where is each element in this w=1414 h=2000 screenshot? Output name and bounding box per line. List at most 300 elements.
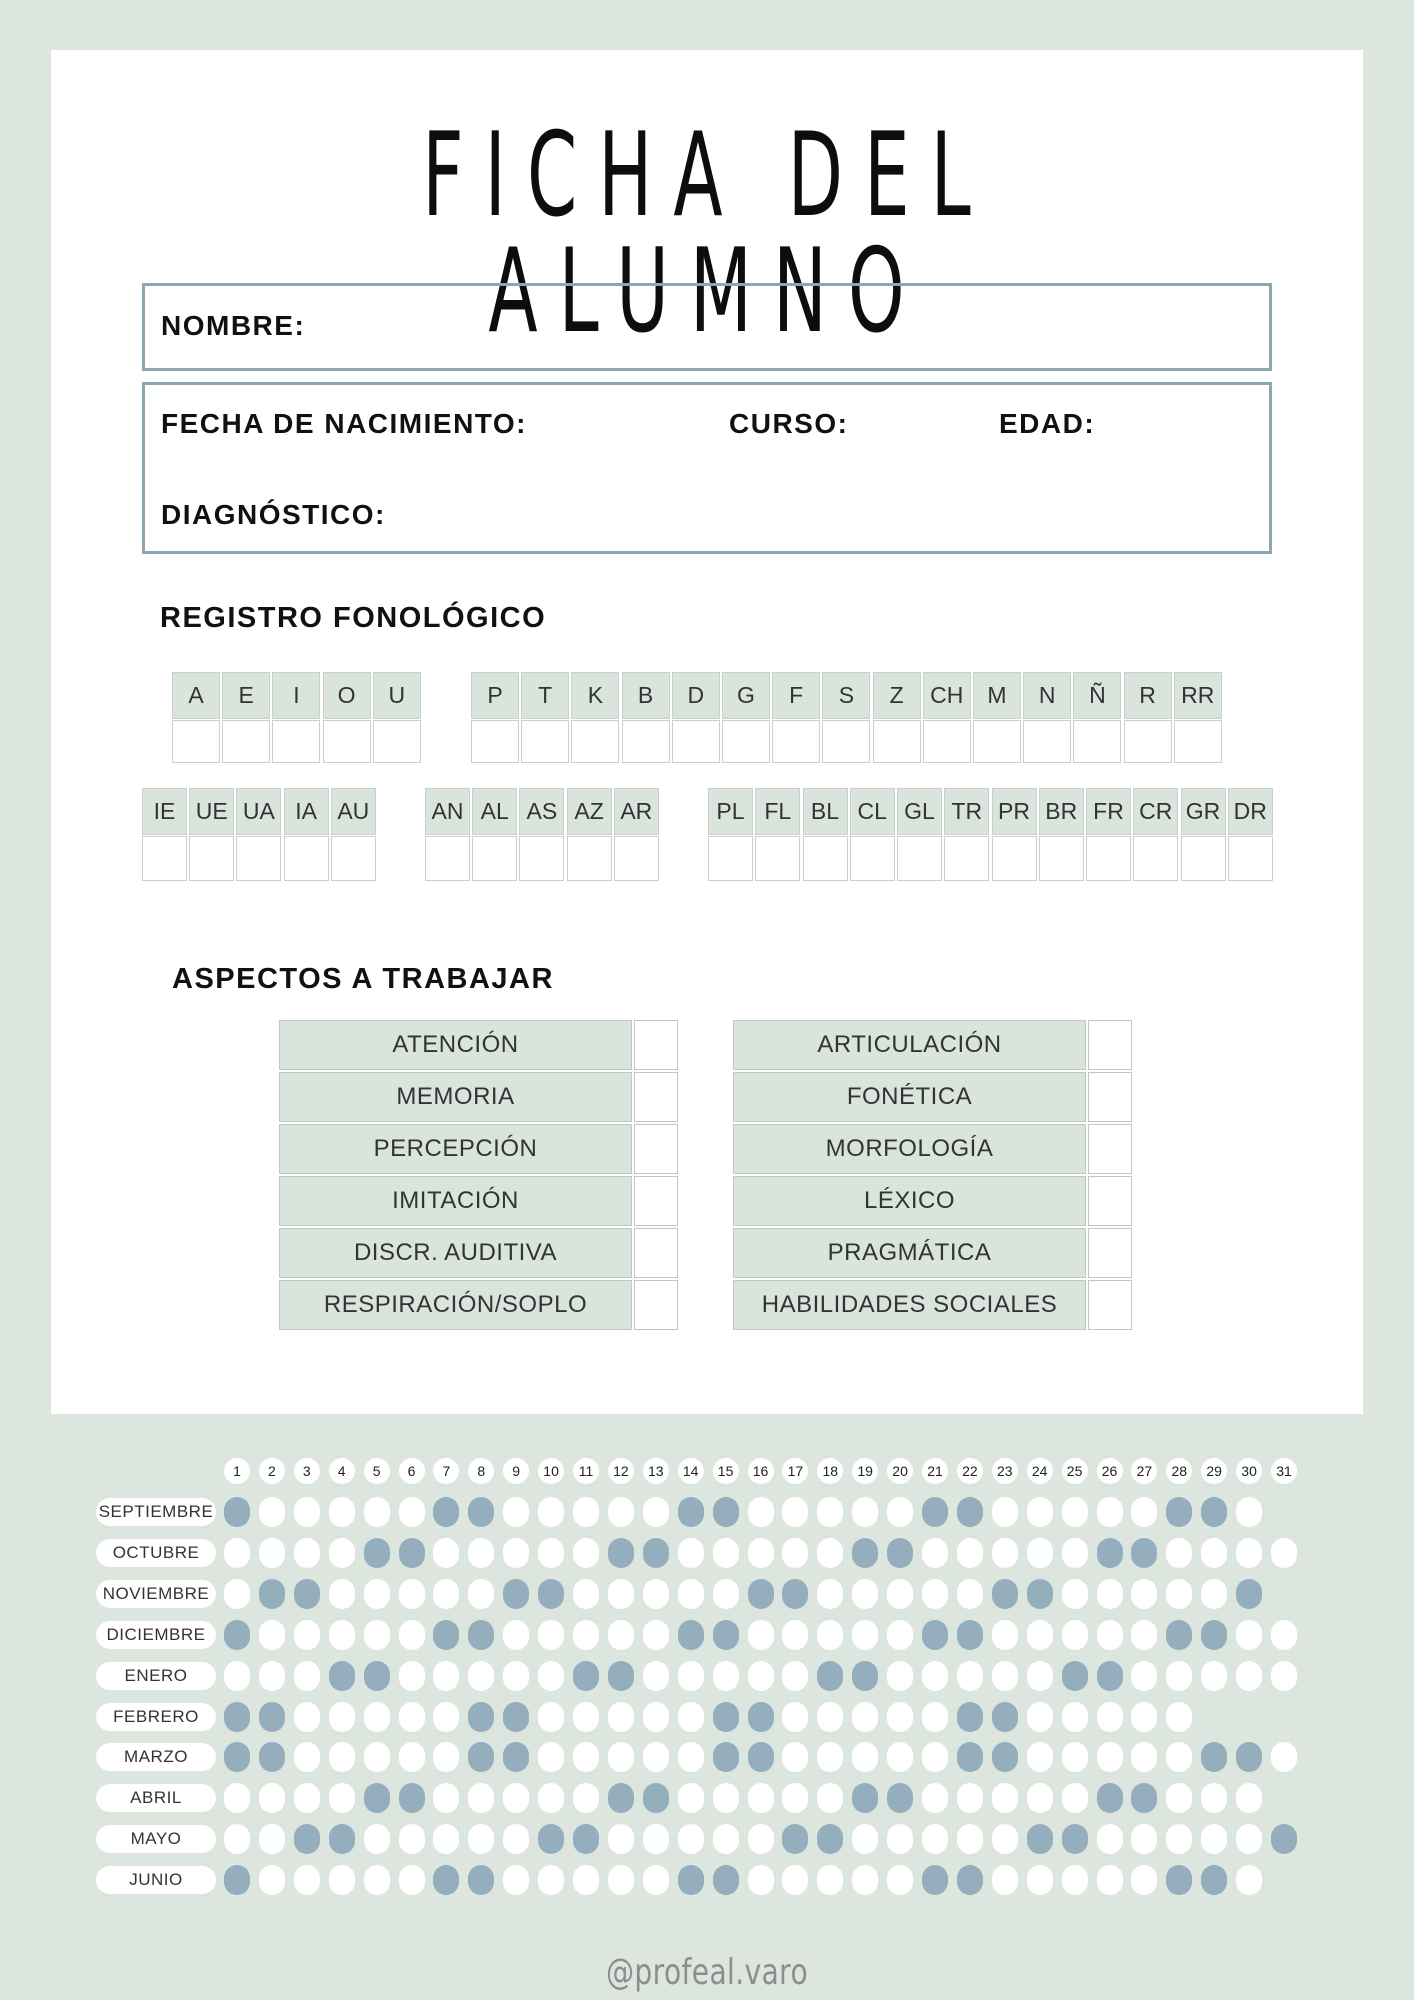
calendar-day-dot[interactable] [259,1538,285,1568]
phoneme-clusters-cell[interactable] [1133,836,1178,881]
phoneme-inverse-cell[interactable] [472,836,517,881]
calendar-day-dot[interactable] [1062,1702,1088,1732]
calendar-day-dot[interactable] [259,1620,285,1650]
calendar-day-dot[interactable] [468,1783,494,1813]
calendar-day-dot[interactable] [1027,1620,1053,1650]
calendar-day-dot[interactable] [887,1538,913,1568]
calendar-day-dot[interactable] [1201,1865,1227,1895]
calendar-day-dot[interactable] [1236,1497,1262,1527]
phoneme-consonants-cell[interactable] [471,720,519,763]
phoneme-clusters-cell[interactable] [1039,836,1084,881]
calendar-day-dot[interactable] [957,1742,983,1772]
calendar-day-dot[interactable] [678,1702,704,1732]
calendar-day-dot[interactable] [433,1620,459,1650]
calendar-day-dot[interactable] [1271,1538,1297,1568]
calendar-day-dot[interactable] [399,1661,425,1691]
calendar-day-dot[interactable] [1097,1538,1123,1568]
calendar-day-dot[interactable] [643,1661,669,1691]
calendar-day-dot[interactable] [1271,1620,1297,1650]
calendar-day-dot[interactable] [748,1742,774,1772]
calendar-day-dot[interactable] [817,1579,843,1609]
calendar-day-dot[interactable] [503,1579,529,1609]
calendar-day-dot[interactable] [852,1538,878,1568]
aspect-checkbox[interactable] [634,1228,678,1278]
calendar-day-dot[interactable] [224,1824,250,1854]
calendar-day-dot[interactable] [294,1865,320,1895]
calendar-day-dot[interactable] [538,1620,564,1650]
calendar-day-dot[interactable] [468,1661,494,1691]
calendar-day-dot[interactable] [399,1538,425,1568]
calendar-day-dot[interactable] [678,1620,704,1650]
calendar-day-dot[interactable] [573,1497,599,1527]
calendar-day-dot[interactable] [364,1620,390,1650]
calendar-day-dot[interactable] [329,1783,355,1813]
calendar-day-dot[interactable] [259,1661,285,1691]
calendar-day-dot[interactable] [364,1865,390,1895]
calendar-day-dot[interactable] [329,1497,355,1527]
phoneme-clusters-cell[interactable] [755,836,800,881]
aspect-checkbox[interactable] [634,1280,678,1330]
calendar-day-dot[interactable] [1097,1865,1123,1895]
calendar-day-dot[interactable] [1131,1783,1157,1813]
calendar-day-dot[interactable] [503,1702,529,1732]
phoneme-diphthongs-cell[interactable] [236,836,281,881]
calendar-day-dot[interactable] [364,1702,390,1732]
calendar-day-dot[interactable] [1201,1783,1227,1813]
calendar-day-dot[interactable] [399,1702,425,1732]
calendar-day-dot[interactable] [992,1661,1018,1691]
calendar-day-dot[interactable] [433,1661,459,1691]
phoneme-consonants-cell[interactable] [672,720,720,763]
calendar-day-dot[interactable] [643,1824,669,1854]
calendar-day-dot[interactable] [817,1783,843,1813]
calendar-day-dot[interactable] [538,1661,564,1691]
calendar-day-dot[interactable] [1062,1538,1088,1568]
calendar-day-dot[interactable] [1027,1702,1053,1732]
calendar-day-dot[interactable] [678,1865,704,1895]
calendar-day-dot[interactable] [259,1702,285,1732]
calendar-day-dot[interactable] [782,1497,808,1527]
calendar-day-dot[interactable] [1201,1579,1227,1609]
calendar-day-dot[interactable] [1097,1742,1123,1772]
phoneme-consonants-cell[interactable] [622,720,670,763]
phoneme-consonants-cell[interactable] [521,720,569,763]
phoneme-vowels-cell[interactable] [272,720,320,763]
calendar-day-dot[interactable] [224,1783,250,1813]
calendar-day-dot[interactable] [608,1661,634,1691]
calendar-day-dot[interactable] [1271,1824,1297,1854]
calendar-day-dot[interactable] [782,1865,808,1895]
calendar-day-dot[interactable] [329,1742,355,1772]
calendar-day-dot[interactable] [957,1824,983,1854]
calendar-day-dot[interactable] [922,1824,948,1854]
calendar-day-dot[interactable] [922,1661,948,1691]
calendar-day-dot[interactable] [294,1620,320,1650]
phoneme-vowels-cell[interactable] [373,720,421,763]
calendar-day-dot[interactable] [503,1865,529,1895]
calendar-day-dot[interactable] [748,1783,774,1813]
phoneme-clusters-cell[interactable] [850,836,895,881]
calendar-day-dot[interactable] [957,1497,983,1527]
calendar-day-dot[interactable] [573,1742,599,1772]
calendar-day-dot[interactable] [329,1702,355,1732]
calendar-day-dot[interactable] [713,1824,739,1854]
phoneme-clusters-cell[interactable] [1086,836,1131,881]
calendar-day-dot[interactable] [608,1824,634,1854]
aspect-checkbox[interactable] [1088,1020,1132,1070]
phoneme-consonants-cell[interactable] [571,720,619,763]
calendar-day-dot[interactable] [573,1702,599,1732]
phoneme-consonants-cell[interactable] [873,720,921,763]
phoneme-vowels-cell[interactable] [222,720,270,763]
calendar-day-dot[interactable] [1131,1865,1157,1895]
calendar-day-dot[interactable] [957,1579,983,1609]
calendar-day-dot[interactable] [1131,1538,1157,1568]
calendar-day-dot[interactable] [294,1742,320,1772]
phoneme-inverse-cell[interactable] [519,836,564,881]
calendar-day-dot[interactable] [503,1620,529,1650]
calendar-day-dot[interactable] [643,1620,669,1650]
calendar-day-dot[interactable] [782,1824,808,1854]
calendar-day-dot[interactable] [503,1742,529,1772]
calendar-day-dot[interactable] [224,1538,250,1568]
calendar-day-dot[interactable] [329,1661,355,1691]
calendar-day-dot[interactable] [294,1579,320,1609]
calendar-day-dot[interactable] [433,1742,459,1772]
calendar-day-dot[interactable] [922,1497,948,1527]
aspect-checkbox[interactable] [1088,1124,1132,1174]
aspect-checkbox[interactable] [634,1176,678,1226]
calendar-day-dot[interactable] [887,1824,913,1854]
aspect-checkbox[interactable] [634,1124,678,1174]
calendar-day-dot[interactable] [992,1865,1018,1895]
calendar-day-dot[interactable] [364,1824,390,1854]
calendar-day-dot[interactable] [1131,1661,1157,1691]
calendar-day-dot[interactable] [852,1579,878,1609]
phoneme-consonants-cell[interactable] [1023,720,1071,763]
calendar-day-dot[interactable] [364,1661,390,1691]
calendar-day-dot[interactable] [782,1620,808,1650]
calendar-day-dot[interactable] [364,1497,390,1527]
calendar-day-dot[interactable] [329,1824,355,1854]
calendar-day-dot[interactable] [608,1865,634,1895]
calendar-day-dot[interactable] [643,1579,669,1609]
calendar-day-dot[interactable] [468,1579,494,1609]
phoneme-inverse-cell[interactable] [425,836,470,881]
calendar-day-dot[interactable] [1271,1661,1297,1691]
calendar-day-dot[interactable] [608,1742,634,1772]
calendar-day-dot[interactable] [957,1783,983,1813]
calendar-day-dot[interactable] [713,1783,739,1813]
calendar-day-dot[interactable] [433,1783,459,1813]
calendar-day-dot[interactable] [1166,1702,1192,1732]
calendar-day-dot[interactable] [782,1783,808,1813]
phoneme-consonants-cell[interactable] [1073,720,1121,763]
phoneme-diphthongs-cell[interactable] [331,836,376,881]
calendar-day-dot[interactable] [294,1702,320,1732]
calendar-day-dot[interactable] [922,1742,948,1772]
calendar-day-dot[interactable] [538,1702,564,1732]
calendar-day-dot[interactable] [1131,1620,1157,1650]
calendar-day-dot[interactable] [1062,1865,1088,1895]
calendar-day-dot[interactable] [713,1865,739,1895]
calendar-day-dot[interactable] [1201,1742,1227,1772]
calendar-day-dot[interactable] [852,1783,878,1813]
calendar-day-dot[interactable] [538,1824,564,1854]
calendar-day-dot[interactable] [468,1702,494,1732]
calendar-day-dot[interactable] [782,1538,808,1568]
calendar-day-dot[interactable] [1027,1661,1053,1691]
calendar-day-dot[interactable] [364,1742,390,1772]
phoneme-clusters-cell[interactable] [1228,836,1273,881]
calendar-day-dot[interactable] [922,1538,948,1568]
calendar-day-dot[interactable] [748,1824,774,1854]
calendar-day-dot[interactable] [852,1702,878,1732]
calendar-day-dot[interactable] [1236,1620,1262,1650]
calendar-day-dot[interactable] [1027,1579,1053,1609]
calendar-day-dot[interactable] [922,1579,948,1609]
calendar-day-dot[interactable] [503,1824,529,1854]
calendar-day-dot[interactable] [643,1865,669,1895]
calendar-day-dot[interactable] [1062,1742,1088,1772]
calendar-day-dot[interactable] [678,1538,704,1568]
calendar-day-dot[interactable] [224,1702,250,1732]
calendar-day-dot[interactable] [852,1865,878,1895]
calendar-day-dot[interactable] [224,1579,250,1609]
calendar-day-dot[interactable] [1236,1579,1262,1609]
calendar-day-dot[interactable] [1166,1661,1192,1691]
calendar-day-dot[interactable] [538,1742,564,1772]
calendar-day-dot[interactable] [887,1865,913,1895]
aspect-checkbox[interactable] [1088,1176,1132,1226]
calendar-day-dot[interactable] [957,1702,983,1732]
calendar-day-dot[interactable] [748,1579,774,1609]
calendar-day-dot[interactable] [1166,1865,1192,1895]
aspect-checkbox[interactable] [1088,1280,1132,1330]
phoneme-inverse-cell[interactable] [614,836,659,881]
calendar-day-dot[interactable] [503,1538,529,1568]
calendar-day-dot[interactable] [1236,1538,1262,1568]
calendar-day-dot[interactable] [782,1661,808,1691]
calendar-day-dot[interactable] [294,1824,320,1854]
calendar-day-dot[interactable] [538,1865,564,1895]
calendar-day-dot[interactable] [992,1742,1018,1772]
calendar-day-dot[interactable] [433,1824,459,1854]
calendar-day-dot[interactable] [887,1620,913,1650]
calendar-day-dot[interactable] [1062,1783,1088,1813]
calendar-day-dot[interactable] [992,1783,1018,1813]
calendar-day-dot[interactable] [887,1579,913,1609]
phoneme-consonants-cell[interactable] [1124,720,1172,763]
calendar-day-dot[interactable] [259,1497,285,1527]
calendar-day-dot[interactable] [573,1865,599,1895]
calendar-day-dot[interactable] [294,1538,320,1568]
calendar-day-dot[interactable] [224,1865,250,1895]
phoneme-inverse-cell[interactable] [567,836,612,881]
calendar-day-dot[interactable] [852,1824,878,1854]
calendar-day-dot[interactable] [852,1661,878,1691]
calendar-day-dot[interactable] [468,1742,494,1772]
calendar-day-dot[interactable] [1097,1579,1123,1609]
calendar-day-dot[interactable] [1097,1661,1123,1691]
name-box[interactable] [142,283,1272,371]
calendar-day-dot[interactable] [608,1783,634,1813]
calendar-day-dot[interactable] [468,1538,494,1568]
calendar-day-dot[interactable] [643,1783,669,1813]
calendar-day-dot[interactable] [1062,1579,1088,1609]
phoneme-consonants-cell[interactable] [973,720,1021,763]
aspect-checkbox[interactable] [1088,1228,1132,1278]
calendar-day-dot[interactable] [364,1579,390,1609]
calendar-day-dot[interactable] [887,1783,913,1813]
calendar-day-dot[interactable] [643,1497,669,1527]
calendar-day-dot[interactable] [1131,1579,1157,1609]
calendar-day-dot[interactable] [573,1824,599,1854]
calendar-day-dot[interactable] [433,1702,459,1732]
calendar-day-dot[interactable] [748,1702,774,1732]
calendar-day-dot[interactable] [1166,1579,1192,1609]
phoneme-consonants-cell[interactable] [923,720,971,763]
calendar-day-dot[interactable] [468,1865,494,1895]
calendar-day-dot[interactable] [748,1661,774,1691]
phoneme-diphthongs-cell[interactable] [284,836,329,881]
calendar-day-dot[interactable] [957,1620,983,1650]
calendar-day-dot[interactable] [782,1742,808,1772]
calendar-day-dot[interactable] [1027,1497,1053,1527]
calendar-day-dot[interactable] [957,1661,983,1691]
phoneme-vowels-cell[interactable] [172,720,220,763]
calendar-day-dot[interactable] [573,1783,599,1813]
calendar-day-dot[interactable] [922,1783,948,1813]
calendar-day-dot[interactable] [1097,1620,1123,1650]
calendar-day-dot[interactable] [1062,1620,1088,1650]
calendar-day-dot[interactable] [1236,1661,1262,1691]
calendar-day-dot[interactable] [538,1497,564,1527]
calendar-day-dot[interactable] [1166,1783,1192,1813]
calendar-day-dot[interactable] [1166,1824,1192,1854]
calendar-day-dot[interactable] [399,1783,425,1813]
calendar-day-dot[interactable] [713,1620,739,1650]
calendar-day-dot[interactable] [1201,1538,1227,1568]
calendar-day-dot[interactable] [224,1661,250,1691]
calendar-day-dot[interactable] [329,1579,355,1609]
calendar-day-dot[interactable] [817,1824,843,1854]
calendar-day-dot[interactable] [1027,1824,1053,1854]
calendar-day-dot[interactable] [1236,1824,1262,1854]
calendar-day-dot[interactable] [294,1661,320,1691]
phoneme-diphthongs-cell[interactable] [142,836,187,881]
calendar-day-dot[interactable] [713,1702,739,1732]
calendar-day-dot[interactable] [573,1661,599,1691]
calendar-day-dot[interactable] [433,1538,459,1568]
calendar-day-dot[interactable] [1097,1497,1123,1527]
calendar-day-dot[interactable] [678,1497,704,1527]
calendar-day-dot[interactable] [1166,1620,1192,1650]
calendar-day-dot[interactable] [1027,1865,1053,1895]
calendar-day-dot[interactable] [817,1620,843,1650]
calendar-day-dot[interactable] [399,1824,425,1854]
calendar-day-dot[interactable] [224,1742,250,1772]
details-box[interactable] [142,382,1272,554]
calendar-day-dot[interactable] [1027,1742,1053,1772]
calendar-day-dot[interactable] [852,1742,878,1772]
calendar-day-dot[interactable] [1201,1824,1227,1854]
calendar-day-dot[interactable] [992,1538,1018,1568]
calendar-day-dot[interactable] [538,1538,564,1568]
calendar-day-dot[interactable] [922,1865,948,1895]
calendar-day-dot[interactable] [1062,1824,1088,1854]
calendar-day-dot[interactable] [259,1824,285,1854]
calendar-day-dot[interactable] [992,1579,1018,1609]
calendar-day-dot[interactable] [468,1824,494,1854]
calendar-day-dot[interactable] [678,1824,704,1854]
calendar-day-dot[interactable] [1236,1742,1262,1772]
calendar-day-dot[interactable] [992,1620,1018,1650]
calendar-day-dot[interactable] [608,1702,634,1732]
calendar-day-dot[interactable] [1131,1742,1157,1772]
calendar-day-dot[interactable] [992,1824,1018,1854]
calendar-day-dot[interactable] [887,1742,913,1772]
calendar-day-dot[interactable] [573,1538,599,1568]
phoneme-clusters-cell[interactable] [708,836,753,881]
calendar-day-dot[interactable] [294,1783,320,1813]
calendar-day-dot[interactable] [573,1620,599,1650]
calendar-day-dot[interactable] [224,1620,250,1650]
calendar-day-dot[interactable] [678,1661,704,1691]
calendar-day-dot[interactable] [748,1620,774,1650]
calendar-day-dot[interactable] [1271,1742,1297,1772]
calendar-day-dot[interactable] [748,1538,774,1568]
calendar-day-dot[interactable] [503,1661,529,1691]
calendar-day-dot[interactable] [608,1579,634,1609]
calendar-day-dot[interactable] [957,1865,983,1895]
calendar-day-dot[interactable] [1131,1702,1157,1732]
calendar-day-dot[interactable] [817,1497,843,1527]
calendar-day-dot[interactable] [608,1538,634,1568]
calendar-day-dot[interactable] [748,1497,774,1527]
phoneme-consonants-cell[interactable] [772,720,820,763]
calendar-day-dot[interactable] [817,1702,843,1732]
calendar-day-dot[interactable] [817,1538,843,1568]
calendar-day-dot[interactable] [259,1579,285,1609]
calendar-day-dot[interactable] [713,1661,739,1691]
calendar-day-dot[interactable] [503,1497,529,1527]
calendar-day-dot[interactable] [643,1742,669,1772]
phoneme-clusters-cell[interactable] [897,836,942,881]
calendar-day-dot[interactable] [1236,1783,1262,1813]
calendar-day-dot[interactable] [294,1497,320,1527]
calendar-day-dot[interactable] [922,1702,948,1732]
calendar-day-dot[interactable] [887,1702,913,1732]
calendar-day-dot[interactable] [608,1620,634,1650]
calendar-day-dot[interactable] [1027,1783,1053,1813]
calendar-day-dot[interactable] [678,1783,704,1813]
calendar-day-dot[interactable] [259,1783,285,1813]
calendar-day-dot[interactable] [1097,1702,1123,1732]
calendar-day-dot[interactable] [1062,1497,1088,1527]
calendar-day-dot[interactable] [782,1579,808,1609]
calendar-day-dot[interactable] [1166,1497,1192,1527]
calendar-day-dot[interactable] [1166,1538,1192,1568]
calendar-day-dot[interactable] [1166,1742,1192,1772]
calendar-day-dot[interactable] [817,1661,843,1691]
calendar-day-dot[interactable] [1201,1661,1227,1691]
aspect-checkbox[interactable] [634,1072,678,1122]
phoneme-clusters-cell[interactable] [944,836,989,881]
calendar-day-dot[interactable] [887,1497,913,1527]
calendar-day-dot[interactable] [852,1620,878,1650]
calendar-day-dot[interactable] [399,1497,425,1527]
